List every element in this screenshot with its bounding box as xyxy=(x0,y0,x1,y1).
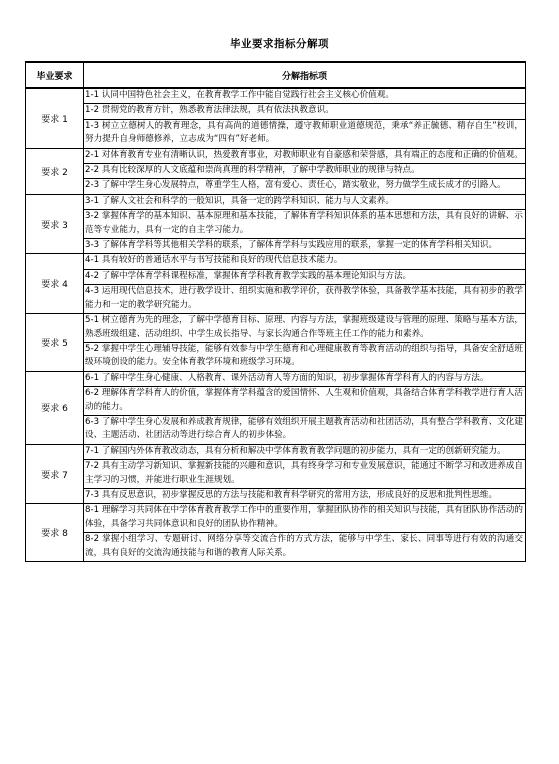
table-row xyxy=(26,371,526,444)
table-row xyxy=(26,88,526,148)
table-row xyxy=(26,504,526,562)
table-row xyxy=(26,314,526,372)
indicator-item: 5-1 树立德育为先的理念，了解中学德育目标、原理、内容与方法，掌握班级建设与管理的原理、策略与基本方法，熟悉班级组建、活动组织、中学生成长指导、与家长沟通合作等班主任工作的能力和素养。 xyxy=(84,314,525,343)
page-title: 毕业要求指标分解项 xyxy=(230,38,329,50)
header-indicators: 分解指标项 xyxy=(84,62,526,88)
indicator-list xyxy=(84,88,526,148)
requirements-body xyxy=(26,88,526,562)
indicator-item: 1-3 树立立德树人的教育理念，具有高尚的道德情操，遵守教师职业道德规范，秉承“养正毓德、精存自生”校训，努力提升自身师德修养，立志成为“四有”好老师。 xyxy=(85,120,523,145)
indicator-item: 4-3 运用现代信息技术，进行教学设计、组织实施和教学评价，获得教学体验，具备教学基本技能，具有初步的教学能力和一定的教学研究能力。 xyxy=(85,286,523,310)
indicator-list xyxy=(84,504,526,562)
indicator-list xyxy=(84,148,526,194)
table-row xyxy=(26,444,526,504)
indicator-item: 5-2 掌握中学生心理辅导技能，能够有效参与中学生德育和心理健康教育等教育活动的组织与指导，具备安全舒适班级环境创设的能力。安全体育教学环境和班级学习环境。 xyxy=(85,343,523,368)
indicator-item: 3-3 了解体育学科等其他相关学科的联系，了解体育学科与实践应用的联系，掌握一定的体育学科相关知识。 xyxy=(85,240,498,251)
indicator-item: 4-2 了解中学体育学科课程标准，掌握体育学科教育教学实践的基本理论知识与方法。 xyxy=(84,270,525,285)
indicator-list xyxy=(84,444,526,504)
indicator-item: 2-3 了解中学生身心发展特点，尊重学生人格，富有爱心、责任心，踏实敬业，努力做学生成长成才的引路人。 xyxy=(85,180,506,191)
indicator-item: 7-1 了解国内外体育教改动态，具有分析和解决中学体育教育教学问题的初步能力，具有一定的创新研究能力。 xyxy=(84,445,525,460)
indicator-item: 2-1 对体育教育专业有清晰认识，热爱教育事业，对教师职业有自豪感和荣誉感，具有端正的态度和正确的价值观。 xyxy=(84,149,525,164)
requirement-label: 要求 4 xyxy=(26,254,84,314)
indicator-item: 8-2 掌握小组学习、专题研讨、网络分享等交流合作的方式方法，能够与中学生、家长、同事等进行有效的沟通交流，具有良好的交流沟通技能与和谐的教育人际关系。 xyxy=(85,534,523,558)
requirement-label: 要求 3 xyxy=(26,194,84,254)
indicator-item: 7-3 具有反思意识，初步掌握反思的方法与技能和教育科学研究的常用方法，形成良好的反思和批判性思维。 xyxy=(85,489,498,500)
table-row xyxy=(26,148,526,194)
requirement-label: 要求 8 xyxy=(26,504,84,562)
indicator-item: 2-2 具有比较深厚的人文底蕴和崇尚真理的科学精神，了解中学教师职业的规律与特点。 xyxy=(84,164,525,179)
table-row xyxy=(26,254,526,314)
requirement-label: 要求 7 xyxy=(26,444,84,504)
indicator-item: 3-2 掌握体育学的基本知识、基本原理和基本技能，了解体育学科知识体系的基本思想和方法，具有良好的讲解、示范等专业能力，具有一定的自主学习能力。 xyxy=(84,210,525,239)
indicator-list xyxy=(84,194,526,254)
indicator-item: 7-2 具有主动学习新知识、掌握新技能的兴趣和意识，具有终身学习和专业发展意识，能通过不断学习和改进养成自主学习的习惯，并能进行职业生涯规划。 xyxy=(84,460,525,489)
indicator-item: 1-2 贯彻党的教育方针，熟悉教育法律法规，具有依法执教意识。 xyxy=(84,104,525,119)
requirement-label: 要求 6 xyxy=(26,371,84,444)
indicator-item: 3-1 了解人文社会和科学的一般知识，具备一定的跨学科知识、能力与人文素养。 xyxy=(84,195,525,210)
indicator-item: 6-3 了解中学生身心发展和养成教育规律，能够有效组织开展主题教育活动和社团活动，具有整合学科教育、文化建设、主题活动、社团活动等进行综合育人的初步体验。 xyxy=(85,416,523,441)
table-header-row xyxy=(26,62,526,88)
indicator-list xyxy=(84,371,526,444)
requirement-label: 要求 5 xyxy=(26,314,84,372)
table-row xyxy=(26,194,526,254)
indicator-list xyxy=(84,254,526,314)
requirements-table xyxy=(25,61,526,562)
indicator-item: 6-2 理解体育学科育人的价值，掌握体育学科蕴含的爱国情怀、人生观和价值观，具备结合体育学科教学进行育人活动的能力。 xyxy=(84,387,525,416)
indicator-item: 1-1 认同中国特色社会主义，在教育教学工作中能自觉践行社会主义核心价值观。 xyxy=(84,89,525,104)
header-requirement: 毕业要求 xyxy=(26,62,84,88)
requirement-label: 要求 2 xyxy=(26,148,84,194)
indicator-list xyxy=(84,314,526,372)
indicator-item: 4-1 具有较好的普通话水平与书写技能和良好的现代信息技术能力。 xyxy=(84,254,525,269)
requirement-label: 要求 1 xyxy=(26,88,84,148)
indicator-item: 6-1 了解中学生身心健康、人格教育、课外活动育人等方面的知识，初步掌握体育学科育人的内容与方法。 xyxy=(84,372,525,387)
indicator-item: 8-1 理解学习共同体在中学体育教育教学工作中的重要作用，掌握团队协作的相关知识与技能，具有团队协作活动的体验，具备学习共同体意识和良好的团队协作精神。 xyxy=(84,504,525,533)
